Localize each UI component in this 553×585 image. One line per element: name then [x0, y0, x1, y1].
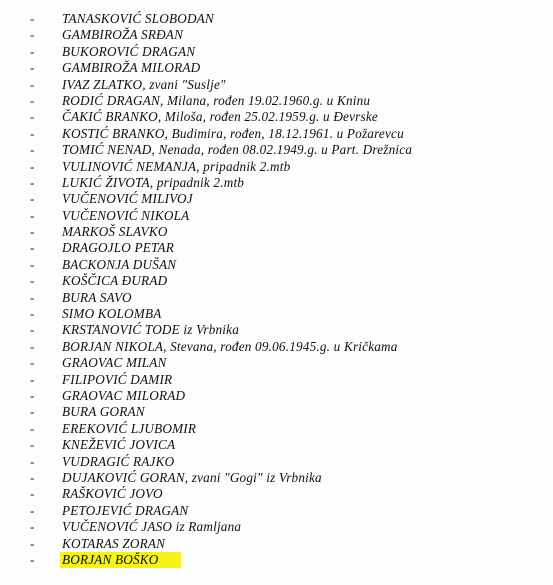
list-entry-text: GRAOVAC MILORAD — [62, 387, 186, 403]
list-bullet: - — [30, 535, 35, 551]
list-entry-text: RAŠKOVIĆ JOVO — [62, 486, 163, 502]
list-entry-text: PETOJEVIĆ DRAGAN — [62, 502, 189, 518]
list-item — [30, 322, 550, 338]
list-entry-text: VULINOVIĆ NEMANJA, pripadnik 2.mtb — [62, 158, 291, 174]
list-item — [30, 126, 550, 142]
list-bullet: - — [30, 502, 35, 518]
list-bullet: - — [30, 256, 35, 272]
list-bullet: - — [30, 43, 35, 59]
list-entry-text: RODIĆ DRAGAN, Milana, rođen 19.02.1960.g. u Kninu — [62, 92, 371, 108]
list-bullet: - — [30, 125, 35, 141]
list-bullet: - — [30, 76, 35, 92]
list-entry-text: DRAGOJLO PETAR — [62, 240, 175, 256]
list-entry-text: VUČENOVIĆ JASO iz Ramljana — [62, 519, 242, 535]
list-item — [30, 306, 550, 322]
list-item — [30, 454, 550, 470]
list-item — [30, 142, 550, 158]
list-bullet: - — [30, 371, 35, 387]
list-bullet: - — [30, 551, 35, 567]
list-bullet: - — [30, 191, 35, 207]
list-item — [30, 109, 550, 125]
list-item — [30, 470, 550, 486]
list-entry-text: VUČENOVIĆ NIKOLA — [62, 207, 190, 223]
list-item — [30, 503, 550, 519]
list-bullet: - — [30, 174, 35, 190]
list-item — [30, 257, 550, 273]
list-entry-text: ČAKIĆ BRANKO, Miloša, rođen 25.02.1959.g. u Đevrske — [62, 109, 378, 125]
list-bullet: - — [30, 92, 35, 108]
list-item — [30, 191, 550, 207]
list-bullet: - — [30, 420, 35, 436]
list-entry-text: TOMIĆ NENAD, Nenada, rođen 08.02.1949.g. u Part. Drežnica — [62, 142, 413, 158]
list-item — [30, 240, 550, 256]
list-bullet: - — [30, 11, 35, 26]
list-bullet: - — [30, 469, 35, 485]
list-entry-text: EREKOVIĆ LJUBOMIR — [62, 420, 197, 436]
list-item — [30, 388, 550, 404]
list-entry-text: MARKOŠ SLAVKO — [62, 224, 168, 240]
list-bullet: - — [30, 207, 35, 223]
list-bullet: - — [30, 27, 35, 43]
list-entry-text: BACKONJA DUŠAN — [62, 256, 177, 272]
list-item — [30, 273, 550, 289]
highlighted-entry-text: BORJAN BOŠKO — [60, 552, 181, 568]
list-item — [30, 27, 550, 43]
list-bullet: - — [30, 289, 35, 305]
list-entry-text: GAMBIROŽA SRĐAN — [62, 27, 184, 43]
list-item — [30, 77, 550, 93]
list-item — [30, 421, 550, 437]
list-item — [30, 519, 550, 535]
list-item — [30, 93, 550, 109]
list-entry-text: LUKIĆ ŽIVOTA, pripadnik 2.mtb — [62, 174, 245, 190]
list-bullet: - — [30, 486, 35, 502]
list-bullet: - — [30, 453, 35, 469]
list-item — [30, 11, 550, 27]
list-item — [30, 60, 550, 76]
list-bullet: - — [30, 404, 35, 420]
list-entry-text: GRAOVAC MILAN — [62, 355, 167, 371]
list-item — [30, 339, 550, 355]
list-entry-text: KOŠČICA ĐURAD — [62, 273, 168, 289]
list-entry-text: TANASKOVIĆ SLOBODAN — [62, 11, 214, 26]
list-item — [30, 175, 550, 191]
list-entry-text: BURA SAVO — [62, 289, 132, 305]
list-item — [30, 404, 550, 420]
list-entry-text: KRSTANOVIĆ TODE iz Vrbnika — [62, 322, 240, 338]
list-item — [30, 486, 550, 502]
list-bullet: - — [30, 387, 35, 403]
list-entry-text: VUDRAGIĆ RAJKO — [62, 453, 175, 469]
list-entry-text: DUJAKOVIĆ GORAN, zvani "Gogi" iz Vrbnika — [62, 469, 322, 485]
list-item — [30, 224, 550, 240]
list-bullet: - — [30, 322, 35, 338]
list-entry-text: FILIPOVIĆ DAMIR — [62, 371, 173, 387]
list-bullet: - — [30, 224, 35, 240]
list-bullet: - — [30, 338, 35, 354]
list-entry-text: KNEŽEVIĆ JOVICA — [62, 437, 176, 453]
list-bullet: - — [30, 355, 35, 371]
list-item — [30, 355, 550, 371]
list-item-highlighted — [30, 552, 550, 568]
list-entry-text: KOTARAS ZORAN — [62, 535, 166, 551]
list-bullet: - — [30, 240, 35, 256]
list-entry-text: BURA GORAN — [62, 404, 145, 420]
list-entry-text: BUKOROVIĆ DRAGAN — [62, 43, 196, 59]
list-item — [30, 437, 550, 453]
list-item — [30, 44, 550, 60]
list-item — [30, 208, 550, 224]
list-item — [30, 290, 550, 306]
list-bullet: - — [30, 273, 35, 289]
list-bullet: - — [30, 437, 35, 453]
list-entry-text: VUČENOVIĆ MILIVOJ — [62, 191, 193, 207]
list-bullet: - — [30, 142, 35, 158]
list-entry-text: IVAZ ZLATKO, zvani "Suslje" — [62, 76, 226, 92]
list-bullet: - — [30, 306, 35, 322]
list-bullet: - — [30, 60, 35, 76]
list-item — [30, 536, 550, 552]
list-item — [30, 159, 550, 175]
list-entry-text: KOSTIĆ BRANKO, Budimira, rođen, 18.12.1961. u Požarevcu — [62, 125, 404, 141]
list-bullet: - — [30, 109, 35, 125]
list-entry-text: SIMO KOLOMBA — [62, 306, 162, 322]
list-entry-text: GAMBIROŽA MILORAD — [62, 60, 201, 76]
name-list — [30, 11, 550, 568]
list-entry-text: BORJAN NIKOLA, Stevana, rođen 09.06.1945.g. u Kričkama — [62, 338, 398, 354]
list-bullet: - — [30, 519, 35, 535]
list-bullet: - — [30, 158, 35, 174]
list-item — [30, 372, 550, 388]
